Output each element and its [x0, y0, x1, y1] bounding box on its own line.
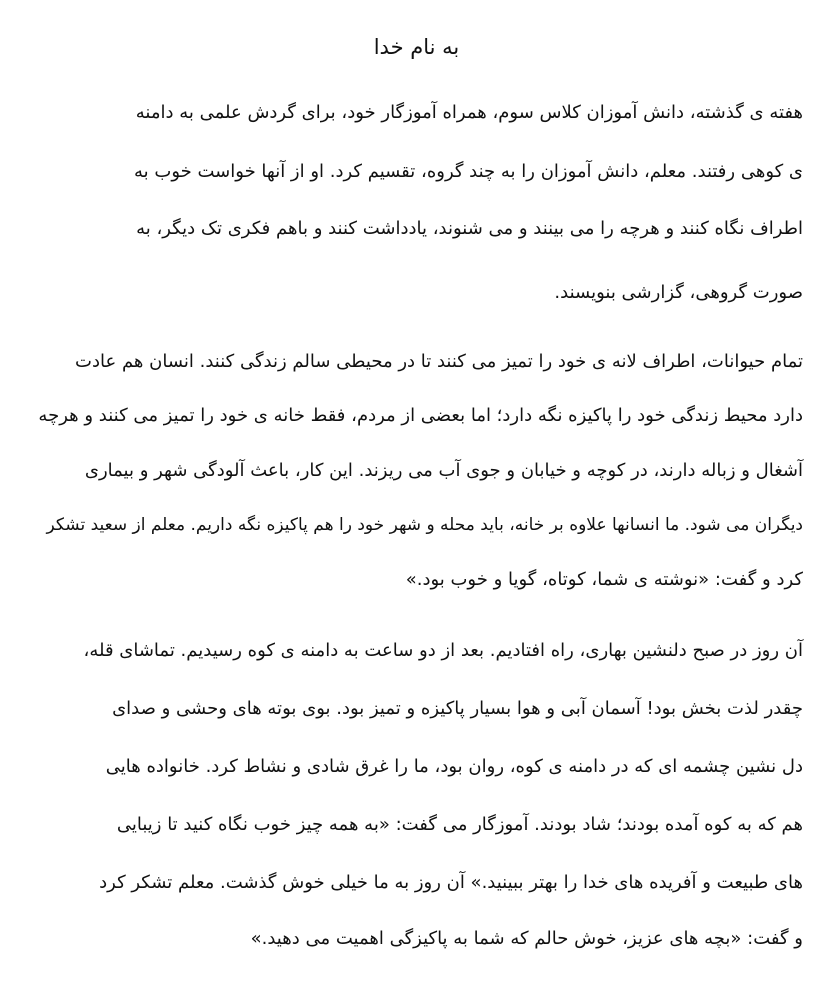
text-line: ی کوهی رفتند. معلم، دانش آموزان را به چند گروه، تقسیم کرد. او از آنها خواست خوب به: [134, 161, 803, 182]
text-line: هم که به کوه آمده بودند؛ شاد بودند. آموزگار می گفت: «به همه چیز خوب نگاه کنید تا زیبایی: [116, 814, 803, 835]
text-line: آشغال و زباله دارند، در کوچه و خیابان و جوی آب می ریزند. این کار، باعث آلودگی شهر و بیماری: [84, 460, 803, 481]
text-line: و گفت: «بچه های عزیز، خوش حالم که شما به پاکیزگی اهمیت می دهید.»: [250, 928, 803, 949]
text-line: های طبیعت و آفریده های خدا را بهتر ببینید.» آن روز به ما خیلی خوش گذشت. معلم تشکر کرد: [99, 872, 803, 893]
text-line: اطراف نگاه کنند و هرچه را می بینند و می شنوند، یادداشت کنند و باهم فکری تک دیگر، به: [136, 218, 803, 239]
text-line: صورت گروهی، گزارشی بنویسند.: [554, 282, 803, 303]
text-line: چقدر لذت بخش بود! آسمان آبی و هوا بسیار پاکیزه و تمیز بود. بوی بوته های وحشی و صدای: [112, 698, 803, 719]
text-line: تمام حیوانات، اطراف لانه ی خود را تمیز می کنند تا در محیطی سالم زندگی کنند. انسان هم عادت: [75, 351, 803, 372]
text-line: کرد و گفت: «نوشته ی شما، کوتاه، گویا و خوب بود.»: [405, 569, 803, 590]
text-line: دارد محیط زندگی خود را پاکیزه نگه دارد؛ اما بعضی از مردم، فقط خانه ی خود را تمیز می کنند و هرچه: [38, 405, 803, 426]
document-title: به نام خدا: [373, 35, 460, 59]
text-line: دیگران می شود. ما انسانها علاوه بر خانه، باید محله و شهر خود را هم پاکیزه نگه داریم. معلم از سعید تشکر: [46, 515, 803, 535]
text-line: دل نشین چشمه ای که در دامنه ی کوه، روان بود، ما را غرق شادی و نشاط کرد. خانواده هایی: [105, 756, 803, 777]
text-line: هفته ی گذشته، دانش آموزان کلاس سوم، همراه آموزگار خود، برای گردش علمی به دامنه: [135, 102, 803, 123]
text-line: آن روز در صبح دلنشین بهاری، راه افتادیم. بعد از دو ساعت به دامنه ی کوه رسیدیم. تماشای قله،: [83, 640, 803, 661]
